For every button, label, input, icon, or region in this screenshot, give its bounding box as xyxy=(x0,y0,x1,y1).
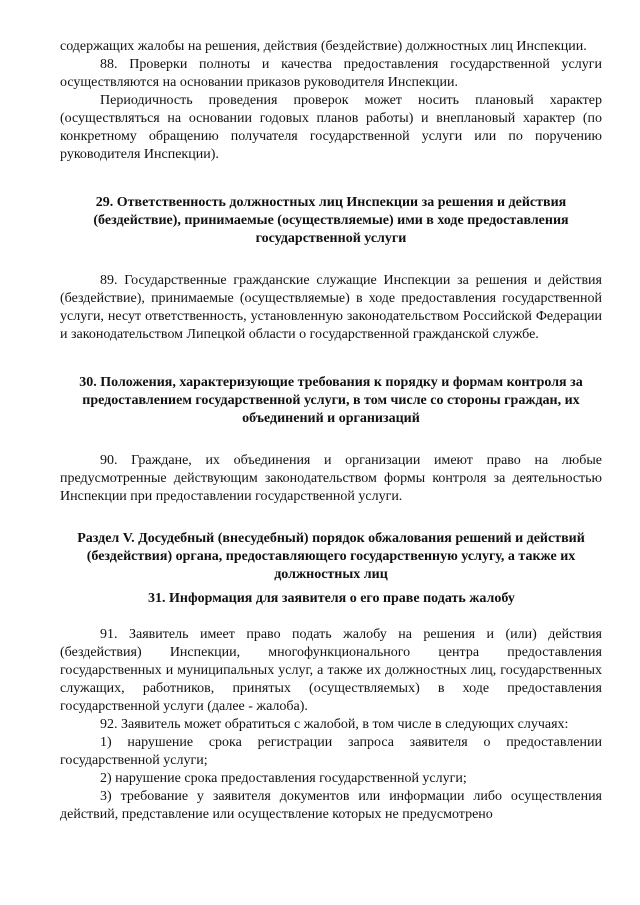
paragraph-92-item-2: 2) нарушение срока предоставления государственной услуги; xyxy=(100,771,467,786)
paragraph-continuation: содержащих жалобы на решения, действия (бездействие) должностных лиц Инспекции. xyxy=(60,39,587,54)
paragraph-92: 92. Заявитель может обратиться с жалобой, в том числе в следующих случаях: xyxy=(100,717,569,732)
section-heading-30: 30. Положения, характеризующие требования к порядку и формам контроля за предоставлением государственной услуги, в том числе со стороны граждан, их объединений и организаций xyxy=(79,375,583,426)
document-page xyxy=(60,38,602,824)
paragraph-88: 88. Проверки полноты и качества предоставления государственной услуги осуществляются на основании приказов руководителя Инспекции. xyxy=(60,57,602,90)
paragraph-90: 90. Граждане, их объединения и организации имеют право на любые предусмотренные действующим законодательством формы контроля за деятельностью Инспекции при предоставлении государственной услуги. xyxy=(60,453,602,504)
paragraph-91: 91. Заявитель имеет право подать жалобу на решения и (или) действия (бездействия) Инспекции, многофункционального центра предоставления государственных и муниципальных услуг, а также их должностных лиц, государственных служащих, работников, принятых (осуществляемых) в ходе предоставления государственной услуги (далее - жалоба). xyxy=(60,627,602,714)
chapter-heading-v: Раздел V. Досудебный (внесудебный) порядок обжалования решений и действий (бездействия) органа, предоставляющего государственную услугу, а также их должностных лиц xyxy=(77,531,585,582)
section-heading-31: 31. Информация для заявителя о его праве подать жалобу xyxy=(148,591,515,606)
paragraph-92-item-1: 1) нарушение срока регистрации запроса заявителя о предоставлении государственной услуги; xyxy=(60,735,602,768)
section-heading-29: 29. Ответственность должностных лиц Инспекции за решения и действия (бездействие), принимаемые (осуществляемые) ими в ходе предоставления государственной услуги xyxy=(93,195,569,246)
paragraph-89: 89. Государственные гражданские служащие Инспекции за решения и действия (бездействие), принимаемые (осуществляемые) в ходе предоставления государственной услуги, несут ответственность, установленную законодательством Российской Федерации и законодательством Липецкой области о государственной гражданской службе. xyxy=(60,273,602,342)
paragraph-92-item-3: 3) требование у заявителя документов или информации либо осуществления действий, представление или осуществление которых не предусмотрено xyxy=(60,789,602,822)
paragraph-periodicity: Периодичность проведения проверок может носить плановый характер (осуществляться на основании годовых планов работы) и внеплановый характер (по конкретному обращению получателя государственной услуги или по поручению руководителя Инспекции). xyxy=(60,93,602,162)
